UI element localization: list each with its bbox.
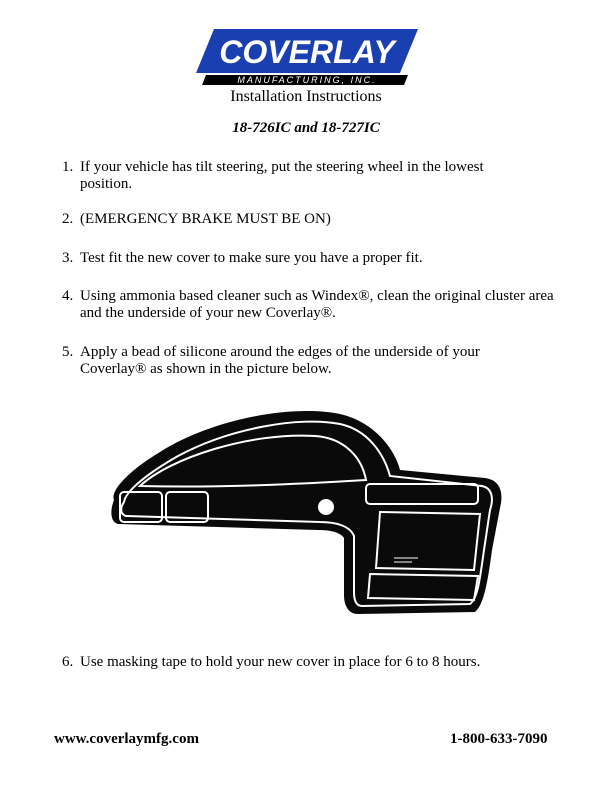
website-link[interactable]: www.coverlaymfg.com bbox=[54, 731, 199, 747]
logo-brand: COVERLAY bbox=[219, 34, 395, 70]
step-6 bbox=[62, 654, 562, 671]
step-number: 3. bbox=[62, 250, 74, 266]
step-text: Using ammonia based cleaner such as Windex®, clean the original cluster area and the underside of your new Coverlay®. bbox=[80, 288, 554, 321]
dash-cover-illustration bbox=[100, 400, 510, 620]
step-number: 1. bbox=[62, 159, 74, 175]
step-text: Apply a bead of silicone around the edges of the underside of your Coverlay® as shown in the picture below. bbox=[80, 344, 480, 377]
step-number: 4. bbox=[62, 288, 74, 304]
step-number: 6. bbox=[62, 654, 74, 670]
logo-tagline: MANUFACTURING, INC. bbox=[237, 75, 377, 85]
step-4 bbox=[62, 288, 572, 322]
step-5 bbox=[62, 344, 532, 378]
step-text: If your vehicle has tilt steering, put the steering wheel in the lowest position. bbox=[80, 159, 484, 192]
step-3 bbox=[62, 250, 562, 267]
step-text: (EMERGENCY BRAKE MUST BE ON) bbox=[80, 211, 331, 227]
step-number: 5. bbox=[62, 344, 74, 360]
model-numbers: 18-726IC and 18-727IC bbox=[232, 120, 380, 136]
step-text: Test fit the new cover to make sure you have a proper fit. bbox=[80, 250, 423, 266]
phone-number: 1-800-633-7090 bbox=[450, 731, 548, 747]
page-title: Installation Instructions bbox=[230, 88, 382, 105]
step-text: Use masking tape to hold your new cover in place for 6 to 8 hours. bbox=[80, 654, 481, 670]
step-1 bbox=[62, 159, 532, 193]
step-number: 2. bbox=[62, 211, 74, 227]
step-2 bbox=[62, 211, 562, 228]
coverlay-logo bbox=[196, 27, 418, 85]
